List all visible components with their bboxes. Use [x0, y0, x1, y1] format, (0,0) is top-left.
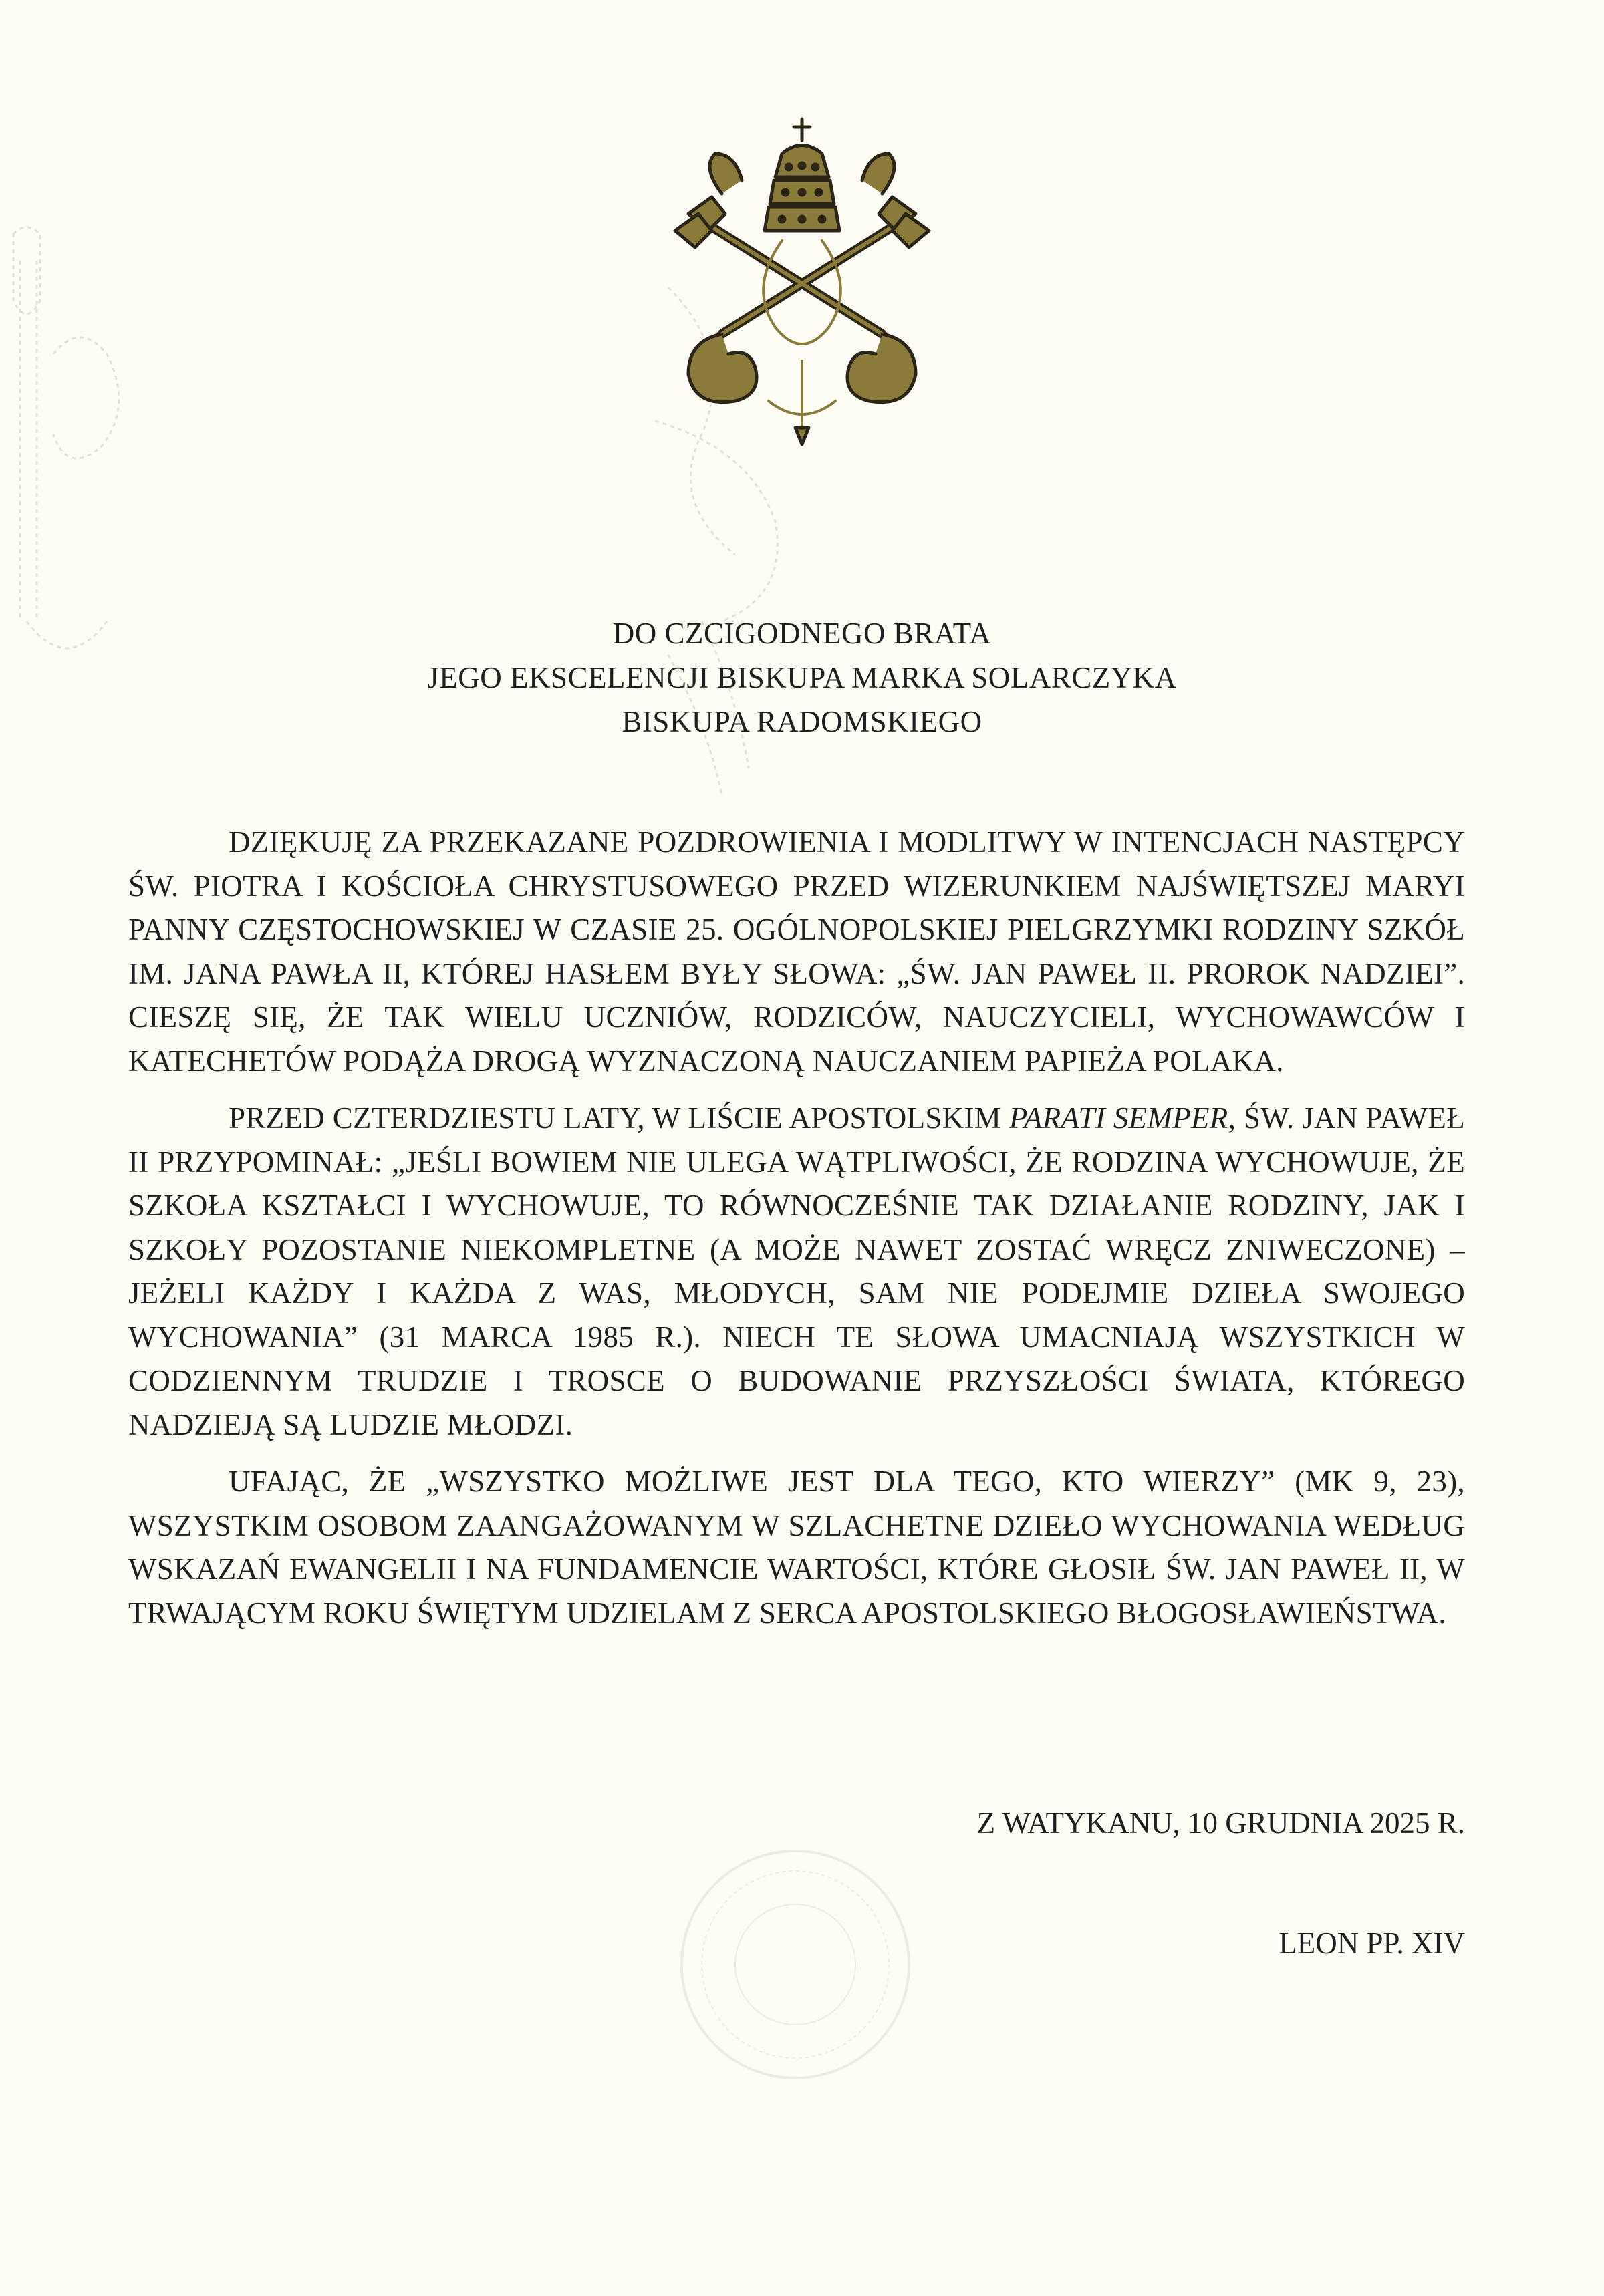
place-date: Z WATYKANU, 10 GRUDNIA 2025 R. [976, 1806, 1465, 1840]
paragraph-2-italic-title: PARATI SEMPER [1009, 1101, 1228, 1135]
paragraph-2 [128, 1097, 1465, 1447]
signature: LEON PP. XIV [1279, 1926, 1465, 1960]
address-line-2: JEGO EKSCELENCJI BISKUPA MARKA SOLARCZYKA [427, 661, 1177, 694]
paragraph-3: UFAJĄC, ŻE „WSZYSTKO MOŻLIWE JEST DLA TEGO, KTO WIERZY” (MK 9, 23), WSZYSTKIM OSOBOM ZAANGAŻOWANYM W SZLACHETNE DZIEŁO WYCHOWANIA WEDŁUG WSKAZAŃ EWANGELII I NA FUNDAMENCIE WARTOŚCI, KTÓRE GŁOSIŁ ŚW. JAN PAWEŁ II, W TRWAJĄCYM ROKU ŚWIĘTYM UDZIELAM Z SERCA APOSTOLSKIEGO BŁOGOSŁAWIEŃSTWA. [128, 1465, 1465, 1630]
address-line-3: BISKUPA RADOMSKIEGO [622, 705, 982, 738]
paragraph-2-end: , ŚW. JAN PAWEŁ II PRZYPOMINAŁ: „JEŚLI BOWIEM NIE ULEGA WĄTPLIWOŚCI, ŻE RODZINA WYCHOWUJE, ŻE SZKOŁA KSZTAŁCI I WYCHOWUJE, TO RÓWNOCZEŚNIE TAK DZIAŁANIE RODZINY, JAK I SZKOŁY POZOSTANIE NIEKOMPLETNE (A MOŻE NAWET ZOSTAĆ WRĘCZ ZNIWECZONE) – JEŻELI KAŻDY I KAŻDA Z WAS, MŁODYCH, SAM NIE PODEJMIE DZIEŁA SWOJEGO WYCHOWANIA” (31 MARCA 1985 R.). NIECH TE SŁOWA UMACNIAJĄ WSZYSTKICH W CODZIENNYM TRUDZIE I TROSCE O BUDOWANIE PRZYSZŁOŚCI ŚWIATA, KTÓREGO NADZIEJĄ SĄ LUDZIE MŁODZI. [128, 1101, 1465, 1441]
papal-emblem-icon [662, 114, 942, 448]
letter-body [128, 821, 1465, 1648]
seal-watermark [675, 1844, 916, 2085]
address-line-1: DO CZCIGODNEGO BRATA [612, 617, 992, 650]
address-block [200, 611, 1404, 744]
paragraph-2-start: PRZED CZTERDZIESTU LATY, W LIŚCIE APOSTOLSKIM [229, 1101, 1009, 1135]
paragraph-1: DZIĘKUJĘ ZA PRZEKAZANE POZDROWIENIA I MODLITWY W INTENCJACH NASTĘPCY ŚW. PIOTRA I KOŚCIOŁA CHRYSTUSOWEGO PRZED WIZERUNKIEM NAJŚWIĘTSZEJ MARYI PANNY CZĘSTOCHOWSKIEJ W CZASIE 25. OGÓLNOPOLSKIEJ PIELGRZYMKI RODZINY SZKÓŁ IM. JANA PAWŁA II, KTÓREJ HASŁEM BYŁY SŁOWA: „ŚW. JAN PAWEŁ II. PROROK NADZIEI”. CIESZĘ SIĘ, ŻE TAK WIELU UCZNIÓW, RODZICÓW, NAUCZYCIELI, WYCHOWAWCÓW I KATECHETÓW PODĄŻA DROGĄ WYZNACZONĄ NAUCZANIEM PAPIEŻA POLAKA. [128, 825, 1465, 1078]
